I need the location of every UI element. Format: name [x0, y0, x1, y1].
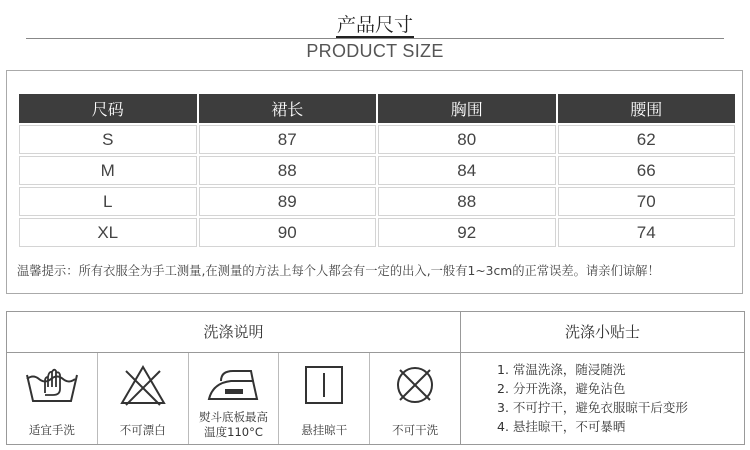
care-instructions-heading: 洗涤说明: [203, 323, 264, 341]
care-label: 不可干洗: [392, 423, 439, 437]
care-item-hang-dry: [279, 353, 370, 444]
table-cell: 92: [378, 218, 556, 247]
hang-dry-icon: [302, 363, 346, 407]
care-label: 悬挂晾干: [301, 423, 348, 437]
care-item-no-bleach: [98, 353, 189, 444]
page-subtitle: PRODUCT SIZE: [306, 41, 444, 61]
care-tips-list: [497, 360, 688, 436]
table-row: [19, 218, 735, 247]
list-item: 3. 不可拧干，避免衣服晾干后变形: [497, 400, 688, 415]
list-item: 2. 分开洗涤，避免沾色: [497, 381, 626, 396]
table-cell: 90: [199, 218, 377, 247]
table-cell: 66: [558, 156, 736, 185]
table-header-row: [19, 94, 735, 123]
page-title: 产品尺寸: [336, 14, 413, 36]
care-icons-row: [7, 353, 460, 444]
table-row: [19, 125, 735, 154]
table-cell-size: L: [19, 187, 197, 216]
care-panel: [6, 311, 745, 445]
care-item-no-dry-clean: [370, 353, 460, 444]
care-tips-heading: 洗涤小贴士: [564, 323, 640, 341]
table-cell: 88: [199, 156, 377, 185]
table-cell: 84: [378, 156, 556, 185]
table-row: [19, 156, 735, 185]
header-divider: [26, 38, 724, 39]
column-header-length: 裙长: [199, 94, 377, 123]
table-cell: 74: [558, 218, 736, 247]
care-label: 适宜手洗: [28, 423, 75, 437]
table-cell-size: M: [19, 156, 197, 185]
list-item: 4. 悬挂晾干，不可暴晒: [497, 419, 626, 434]
table-cell-size: XL: [19, 218, 197, 247]
column-header-waist: 腰围: [558, 94, 736, 123]
table-cell: 89: [199, 187, 377, 216]
table-cell: 87: [199, 125, 377, 154]
size-chart-panel: [6, 70, 743, 294]
care-label: 不可漂白: [119, 423, 166, 437]
no-dry-clean-icon: [393, 363, 437, 407]
no-bleach-icon: [118, 363, 168, 407]
measurement-note: 温馨提示：所有衣服全为手工测量,在测量的方法上每个人都会有一定的出入,一般有1~3cm的正常误差。请亲们谅解！: [17, 264, 660, 278]
care-label: 熨斗底板最高 温度110°C: [198, 410, 268, 439]
table-row: [19, 187, 735, 216]
table-cell: 62: [558, 125, 736, 154]
table-cell: 70: [558, 187, 736, 216]
size-table: [17, 92, 737, 249]
column-header-chest: 胸围: [378, 94, 556, 123]
iron-icon: [203, 363, 263, 407]
care-item-hand-wash: [7, 353, 98, 444]
list-item: 1. 常温洗涤，随浸随洗: [497, 362, 626, 377]
hand-wash-icon: [23, 363, 81, 407]
table-cell: 88: [378, 187, 556, 216]
table-cell: 80: [378, 125, 556, 154]
care-item-iron: [189, 353, 280, 444]
table-cell-size: S: [19, 125, 197, 154]
column-header-size: 尺码: [19, 94, 197, 123]
